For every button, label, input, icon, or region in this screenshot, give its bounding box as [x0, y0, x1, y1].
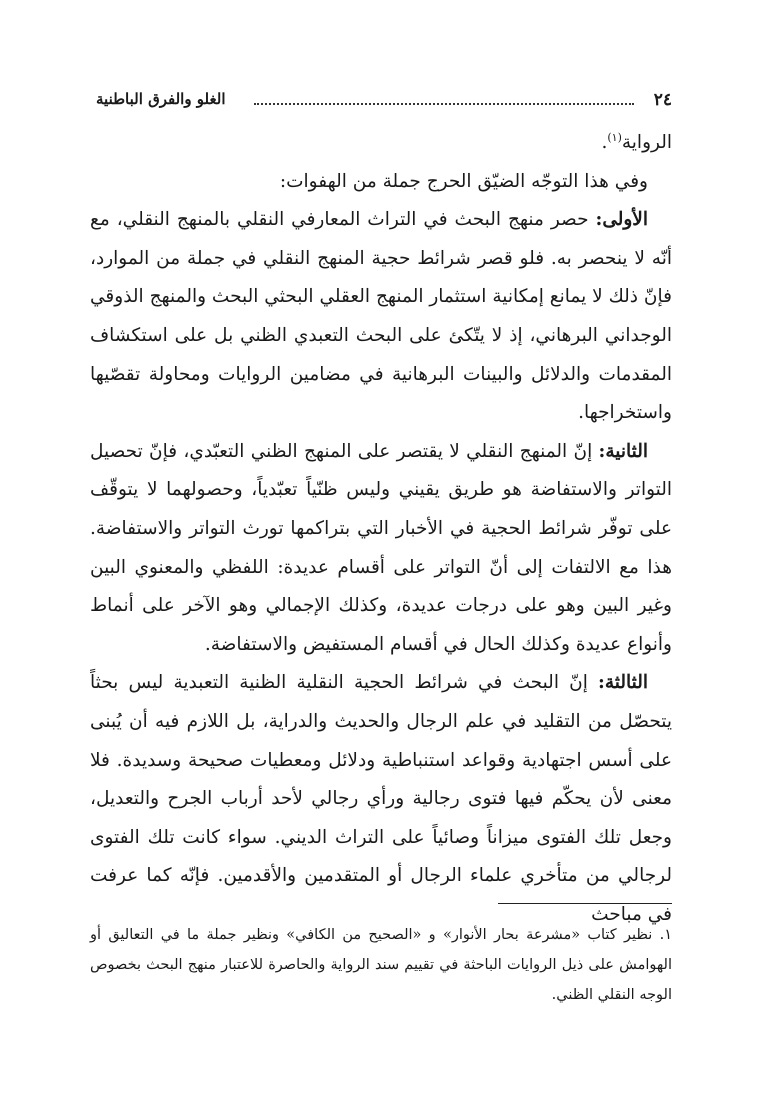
running-header: [96, 90, 672, 116]
header-title: الغلو والفرق الباطنية: [96, 90, 226, 108]
paragraph-first-point: [90, 201, 672, 433]
third-point-label: الثالثة:: [598, 672, 648, 694]
third-point-text: إنّ البحث في شرائط الحجية النقلية الظنية التعبدية ليس بحثاً يتحصّل من التقليد في علم الرجال والحديث والدراية، بل اللازم فيه أن يُبنى على أسس اجتهادية وقواعد استنباطية ودلائل ومعطيات صحيحة وسديدة. فلا معنى لأن يحكّم فيها فتوى رجالية ورأي رجالي لأحد أرباب الجرح والتعديل، وجعل تلك الفتوى ميزاناً وصائياً على التراث الديني. سواء كانت تلك الفتوى لرجالي من متأخري علماء الرجال أو المتقدمين والأقدمين. فإنّه كما عرفت في مباحث: [90, 672, 672, 925]
page-number: ٢٤: [653, 90, 672, 110]
paragraph-1-end: .: [601, 132, 608, 153]
paragraph-second-point: [90, 433, 672, 665]
body-text: [90, 124, 672, 934]
footnote-reference[interactable]: (١): [607, 130, 622, 144]
header-dot-leader: [254, 103, 634, 105]
footnote-1: ١. نظير كتاب «مشرعة بحار الأنوار» و «الصحيح من الكافي» ونظير جملة ما في التعاليق أو الهوامش على ذيل الروايات الباحثة في تقييم سند الرواية والحاصرة للاعتبار منهج البحث بخصوص الوجه النقلي الظني.: [90, 927, 672, 1003]
footnote-separator: [498, 903, 672, 904]
second-point-text: إنّ المنهج النقلي لا يقتصر على المنهج الظني التعبّدي، فإنّ تحصيل التواتر والاستفاضة هو طريق يقيني وليس ظنّياً تعبّدياً، وحصولهما لا يتوقّف على توفّر شرائط الحجية في الأخبار التي بتراكمها تورث التواتر والاستفاضة. هذا مع الالتفات إلى أنّ التواتر على أقسام عديدة: اللفظي والمعنوي البين وغير البين وهو على درجات عديدة، وكذلك الإجمالي وهو الآخر على أنماط وأنواع عديدة وكذلك الحال في أقسام المستفيض والاستفاضة.: [90, 440, 672, 655]
paragraph-third-point: [90, 664, 672, 934]
paragraph-2: وفي هذا التوجّه الضيّق الحرج جملة من الهفوات:: [279, 170, 648, 192]
footnote-area: [90, 920, 672, 1010]
paragraph-1-text: الرواية: [621, 132, 672, 153]
second-point-label: الثانية:: [598, 440, 648, 462]
first-point-label: الأولى:: [595, 209, 648, 231]
first-point-text: حصر منهج البحث في التراث المعارفي النقلي بالمنهج النقلي، مع أنّه لا ينحصر به. فلو قصر شرائط حجية المنهج النقلي في جملة من الموارد، فإنّ ذلك لا يمانع إمكانية استثمار المنهج العقلي البحثي البحث والمنهج الذوقي الوجداني البرهاني، إذ لا يتّكئ على البحث التعبدي الظني بل على استكشاف المقدمات والدلائل والبينات البرهانية في مضامين الروايات ومحاولة تقصّيها واستخراجها.: [90, 209, 672, 424]
paragraph-1: [90, 124, 672, 163]
